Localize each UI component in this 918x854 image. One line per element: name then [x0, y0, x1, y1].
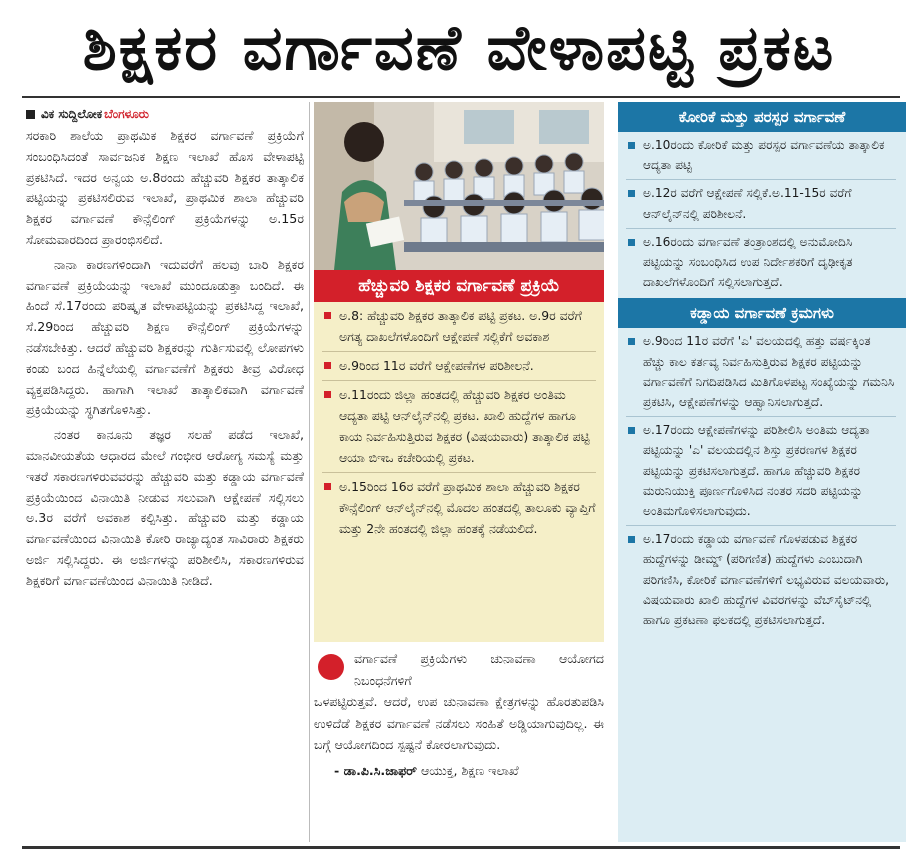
list-item-text: ಅ.11ರಂದು ಜಿಲ್ಲಾ ಹಂತದಲ್ಲಿ ಹೆಚ್ಚುವರಿ ಶಿಕ್ಷಕರ ಅಂತಿಮ ಆದ್ಯತಾ ಪಟ್ಟಿ ಆನ್‌ಲೈನ್‌ನಲ್ಲಿ ಪ್ರಕಟ. ಖಾಲಿ ಹುದ್ದೆಗಳ ಹಾಗೂ ಕಾಯ ನಿರ್ವಹಿಸುತ್ತಿರುವ ಶಿಕ್ಷಕರ (ವಿಷಯವಾರು) ತಾತ್ಕಾಲಿಕ ಪಟ್ಟಿ ಆಯಾ ಬಿಇಒ ಕಚೇರಿಯಲ್ಲಿ ಪ್ರಕಟ.: [339, 387, 590, 465]
bullet-icon: [628, 427, 635, 434]
list-item-text: ಅ.9ರಿಂದ 11ರ ವರೆಗೆ 'ಎ' ವಲಯದಲ್ಲಿ ಹತ್ತು ವರ್ಷಕ್ಕಿಂತ ಹೆಚ್ಚು ಕಾಲ ಕರ್ತವ್ಯ ನಿರ್ವಹಿಸುತ್ತಿರುವ ಶಿಕ್ಷಕರ ಪಟ್ಟಿಯನ್ನು ವರ್ಗಾವಣೆಗೆ ನಿಗದಿಪಡಿಸಿದ ಮಿತಿಗೊಳಪಟ್ಟ ಸಂಖ್ಯೆಯನ್ನು ಗಮನಿಸಿ ಪ್ರಕಟಿಸಿ, ಆಕ್ಷೇಪಣೆಗಳನ್ನು ಆಹ್ವಾನಿಸಲಾಗುತ್ತದೆ.: [643, 334, 895, 410]
classroom-illustration: [314, 102, 604, 270]
article-paragraph: ನಾನಾ ಕಾರಣಗಳಿಂದಾಗಿ ಇದುವರೆಗೆ ಹಲವು ಬಾರಿ ಶಿಕ್ಷಕರ ವರ್ಗಾವಣೆ ಪ್ರಕ್ರಿಯೆಯನ್ನು ಇಲಾಖೆ ಮುಂದೂಡುತ್ತಾ ಬಂದಿದೆ. ಈ ಹಿಂದೆ ಸೆ.17ರಂದು ಪರಿಷ್ಕೃತ ವೇಳಾಪಟ್ಟಿಯನ್ನು ಪ್ರಕಟಿಸಿದ್ದ ಇಲಾಖೆ, ಸೆ.29ರಿಂದ ಹೆಚ್ಚುವರಿ ಶಿಕ್ಷಣ ಕೌನ್ಸೆಲಿಂಗ್ ಪ್ರಕ್ರಿಯೆಗಳನ್ನು ನಡೆಸಬೇಕಿತ್ತು. ಆದರೆ ಹೆಚ್ಚುವರಿ ಶಿಕ್ಷಕರನ್ನು ಗುರ್ತಿಸುವಲ್ಲಿ ಲೋಪಗಳು ಕಂಡು ಬಂದ ಹಿನ್ನೆಲೆಯಲ್ಲಿ ವರ್ಗಾವಣೆಗೆ ಶಿಕ್ಷಕರು ತೀವ್ರ ವಿರೋಧ ವ್ಯಕ್ತಪಡಿಸಿದ್ದರು. ಹಾಗಾಗಿ ಇಲಾಖೆ ತಾತ್ಕಾಲಿಕವಾಗಿ ವರ್ಗಾವಣೆ ಪ್ರಕ್ರಿಯೆಯನ್ನು ಸ್ಥಗಿತಗೊಳಿಸಿತ್ತು.: [26, 256, 304, 418]
list-item-text: ಅ.10ರಂದು ಕೋರಿಕೆ ಮತ್ತು ಪರಸ್ಪರ ವರ್ಗಾವಣೆಯ ತಾತ್ಕಾಲಿಕ ಆದ್ಯತಾ ಪಟ್ಟಿ: [643, 138, 885, 173]
surplus-transfer-title: ಹೆಚ್ಚುವರಿ ಶಿಕ್ಷಕರ ವರ್ಗಾವಣೆ ಪ್ರಕ್ರಿಯೆ: [314, 270, 604, 302]
list-item-text: ಅ.9ರಿಂದ 11ರ ವರೆಗೆ ಆಕ್ಷೇಪಣೆಗಳ ಪರಿಶೀಲನೆ.: [339, 358, 534, 373]
byline-place: ಬೆಂಗಳೂರು: [104, 106, 149, 121]
bullet-icon: [628, 239, 635, 246]
list-item: [626, 180, 896, 228]
headline: ಶಿಕ್ಷಕರ ವರ್ಗಾವಣೆ ವೇಳಾಪಟ್ಟಿ ಪ್ರಕಟ: [82, 11, 836, 84]
article-paragraph: ಸರಕಾರಿ ಶಾಲೆಯ ಪ್ರಾಥಮಿಕ ಶಿಕ್ಷಕರ ವರ್ಗಾವಣೆ ಪ್ರಕ್ರಿಯೆಗೆ ಸಂಬಂಧಿಸಿದಂತೆ ಸಾರ್ವಜನಿಕ ಶಿಕ್ಷಣ ಇಲಾಖೆ ಹೊಸ ವೇಳಾಪಟ್ಟಿ ಪ್ರಕಟಿಸಿದೆ. ಇದರ ಅನ್ವಯ ಅ.8ರಂದು ಹೆಚ್ಚುವರಿ ಶಿಕ್ಷಕರ ತಾತ್ಕಾಲಿಕ ಪಟ್ಟಿಯನ್ನು ಪ್ರಕಟಿಸಲಿರುವ ಇಲಾಖೆ, ಪ್ರಾಥಮಿಕ ಶಾಲಾ ಹೆಚ್ಚುವರಿ ಶಿಕ್ಷಕರ ವರ್ಗಾವಣೆ ಕೌನ್ಸೆಲಿಂಗ್ ಪ್ರಕ್ರಿಯೆಗಳನ್ನು ಅ.15ರ ಸೋಮವಾರದಿಂದ ಪ್ರಾರಂಭಿಸಲಿದೆ.: [26, 128, 304, 247]
byline-square-icon: [26, 110, 35, 119]
article-paragraph: ನಂತರ ಕಾನೂನು ತಜ್ಞರ ಸಲಹೆ ಪಡೆದ ಇಲಾಖೆ, ಮಾನವೀಯತೆಯ ಆಧಾರದ ಮೇಲೆ ಗಂಭೀರ ಆರೋಗ್ಯ ಸಮಸ್ಯೆ ಮತ್ತು ಇತರೆ ಸಕಾರಣಗಳಿರುವವರನ್ನು ಹೆಚ್ಚುವರಿ ಮತ್ತು ಕಡ್ಡಾಯ ವರ್ಗಾವಣೆ ಪ್ರಕ್ರಿಯೆಯಿಂದ ವಿನಾಯಿತಿ ನೀಡುವ ಸಲುವಾಗಿ ಆಕ್ಷೇಪಣೆ ಸಲ್ಲಿಸಲು ಅ.3ರ ವರೆಗೆ ಅವಕಾಶ ಕಲ್ಪಿಸಿತ್ತು. ಹೆಚ್ಚುವರಿ ಮತ್ತು ಕಡ್ಡಾಯ ವರ್ಗಾವಣೆಯಿಂದ ವಿನಾಯಿತಿ ಕೋರಿ ರಾಜ್ಯಾದ್ಯಂತ ಸಾವಿರಾರು ಶಿಕ್ಷಕರು ಅರ್ಜಿ ಸಲ್ಲಿಸಿದ್ದರು. ಈ ಅರ್ಜಿಗಳನ್ನು ಪರಿಶೀಲಿಸಿ, ಸಕಾರಣಗಳಿರುವ ಶಿಕ್ಷಕರಿಗೆ ವರ್ಗಾವಣೆಯಿಂದ ವಿನಾಯಿತಿ ನೀಡಿದೆ.: [26, 427, 304, 588]
list-item: [626, 526, 896, 634]
bullet-icon: [628, 142, 635, 149]
bullet-icon: [324, 312, 331, 319]
list-item: [322, 352, 596, 381]
list-item: [322, 473, 596, 543]
list-item-text: ಅ.15ರಿಂದ 16ರ ವರೆಗೆ ಪ್ರಾಥಮಿಕ ಶಾಲಾ ಹೆಚ್ಚುವರಿ ಶಿಕ್ಷಕರ ಕೌನ್ಸೆಲಿಂಗ್ ಆನ್‌ಲೈನ್‌ನಲ್ಲಿ ಮೊದಲ ಹಂತದಲ್ಲಿ ತಾಲೂಕು ವ್ಯಾಪ್ತಿಗೆ ಮತ್ತು 2ನೇ ಹಂತದಲ್ಲಿ ಜಿಲ್ಲಾ ಹಂತಕ್ಕೆ ನಡೆಯಲಿದೆ.: [339, 479, 596, 536]
list-item-text: ಅ.17ರಂದು ಆಕ್ಷೇಪಣೆಗಳನ್ನು ಪರಿಶೀಲಿಸಿ ಅಂತಿಮ ಆದ್ಯತಾ ಪಟ್ಟಿಯನ್ನು 'ಎ' ವಲಯದಲ್ಲಿನ ಶಿಸ್ತು ಪ್ರಕರಣಗಳ ಶಿಕ್ಷಕರ ಪಟ್ಟಿಯನ್ನು ಪ್ರಕಟಿಸಲಾಗುತ್ತದೆ. ಹಾಗೂ ಹೆಚ್ಚುವರಿ ಶಿಕ್ಷಕರ ಮರುನಿಯುಕ್ತಿ ಪೂರ್ಣಗೊಳಿಸಿದ ನಂತರ ಸದರಿ ಪಟ್ಟಿಯನ್ನು ಅಂತಿಮಗೊಳಿಸಲಾಗುವುದು.: [643, 423, 870, 519]
mandatory-transfer-title: ಕಡ್ಡಾಯ ವರ್ಗಾವಣೆ ಕ್ರಮಗಳು: [618, 298, 906, 328]
classroom-photo: [314, 102, 604, 270]
byline: [26, 102, 304, 126]
quote-text-indented: ವರ್ಗಾವಣೆ ಪ್ರಕ್ರಿಯೆಗಳು ಚುನಾವಣಾ ಆಯೋಗದ ನಿಬಂಧನೆಗಳಿಗೆ: [354, 651, 604, 688]
top-rule: [22, 96, 900, 98]
article-body: [26, 126, 304, 592]
quote-dot-icon: [318, 654, 344, 680]
transfer-info-sidebar: [618, 102, 906, 842]
main-article: [26, 102, 304, 842]
quote-author: - ಡಾ.ಪಿ.ಸಿ.ಜಾಫರ್: [334, 762, 417, 778]
request-transfer-title: ಕೋರಿಕೆ ಮತ್ತು ಪರಸ್ಪರ ವರ್ಗಾವಣೆ: [618, 102, 906, 132]
quote-signature: [314, 760, 604, 782]
list-item-text: ಅ.16ರಂದು ವರ್ಗಾವಣೆ ತಂತ್ರಾಂಶದಲ್ಲಿ ಅನುಮೋದಿಸಿ ಪಟ್ಟಿಯನ್ನು ಸಂಬಂಧಿಸಿದ ಉಪ ನಿರ್ದೇಶಕರಿಗೆ ದೃಢೀಕೃತ ದಾಖಲೆಗಳೊಂದಿಗೆ ಸಲ್ಲಿಸಲಾಗುತ್ತದೆ.: [643, 234, 853, 290]
bullet-icon: [324, 483, 331, 490]
list-item-text: ಅ.12ರ ವರೆಗೆ ಆಕ್ಷೇಪಣೆ ಸಲ್ಲಿಕೆ.ಅ.11-15ರ ವರೆಗೆ ಆನ್‌ಲೈನ್‌ನಲ್ಲಿ ಪರಿಶೀಲನೆ.: [643, 186, 852, 221]
byline-source: ವಿಕ ಸುದ್ದಿಲೋಕ: [41, 106, 103, 121]
list-item: [322, 302, 596, 352]
bottom-rule: [22, 846, 900, 849]
quote-role: ಆಯುಕ್ತ, ಶಿಕ್ಷಣ ಇಲಾಖೆ: [420, 762, 519, 778]
request-transfer-list: [618, 132, 906, 296]
column-divider: [309, 102, 310, 842]
quote-text-full: ಒಳಪಟ್ಟಿರುತ್ತವೆ. ಆದರೆ, ಉಪ ಚುನಾವಣಾ ಕ್ಷೇತ್ರಗಳನ್ನು ಹೊರತುಪಡಿಸಿ ಉಳಿದೆಡೆ ಶಿಕ್ಷಕರ ವರ್ಗಾವಣೆ ನಡೆಸಲು ಸಂಹಿತೆ ಅಡ್ಡಿಯಾಗುವುದಿಲ್ಲ. ಈ ಬಗ್ಗೆ ಆಯೋಗದಿಂದ ಸ್ಪಷ್ಟನೆ ಕೋರಲಾಗುವುದು.: [314, 694, 604, 753]
mandatory-transfer-list: [618, 328, 906, 634]
list-item-text: ಅ.17ರಂದು ಕಡ್ಡಾಯ ವರ್ಗಾವಣೆ ಗೊಳಪಡುವ ಶಿಕ್ಷಕರ ಹುದ್ದೆಗಳನ್ನು ಡೀಮ್ಡ್ (ಪರಿಗಣಿತ) ಹುದ್ದೆಗಳು ಎಂಬುದಾಗಿ ಪರಿಗಣಿಸಿ, ಕೋರಿಕೆ ವರ್ಗಾವಣೆಗಳಿಗೆ ಲಭ್ಯವಿರುವ ವಲಯವಾರು, ವಿಷಯವಾರು ಖಾಲಿ ಹುದ್ದೆಗಳ ವಿವರಗಳನ್ನು ವೆಬ್‌ಸೈಟ್‌ನಲ್ಲಿ ಹಾಗೂ ಪ್ರಕಟಣಾ ಫಲಕದಲ್ಲಿ ಪ್ರಕಟಿಸಲಾಗುತ್ತದೆ.: [643, 532, 890, 628]
list-item-text: ಅ.8: ಹೆಚ್ಚುವರಿ ಶಿಕ್ಷಕರ ತಾತ್ಕಾಲಿಕ ಪಟ್ಟಿ ಪ್ರಕಟ. ಅ.9ರ ವರೆಗೆ ಅಗತ್ಯ ದಾಖಲೆಗಳೊಂದಿಗೆ ಆಕ್ಷೇಪಣೆ ಸಲ್ಲಿಕೆಗೆ ಅವಕಾಶ: [339, 308, 582, 344]
list-item: [626, 132, 896, 180]
bullet-icon: [628, 190, 635, 197]
list-item: [626, 328, 896, 417]
list-item: [626, 417, 896, 526]
bullet-icon: [628, 536, 635, 543]
bullet-icon: [324, 391, 331, 398]
bullet-icon: [324, 362, 331, 369]
surplus-transfer-list: [314, 302, 604, 543]
commissioner-quote: [314, 648, 604, 844]
surplus-transfer-box: [314, 270, 604, 642]
bullet-icon: [628, 338, 635, 345]
list-item: [626, 229, 896, 297]
list-item: [322, 381, 596, 473]
